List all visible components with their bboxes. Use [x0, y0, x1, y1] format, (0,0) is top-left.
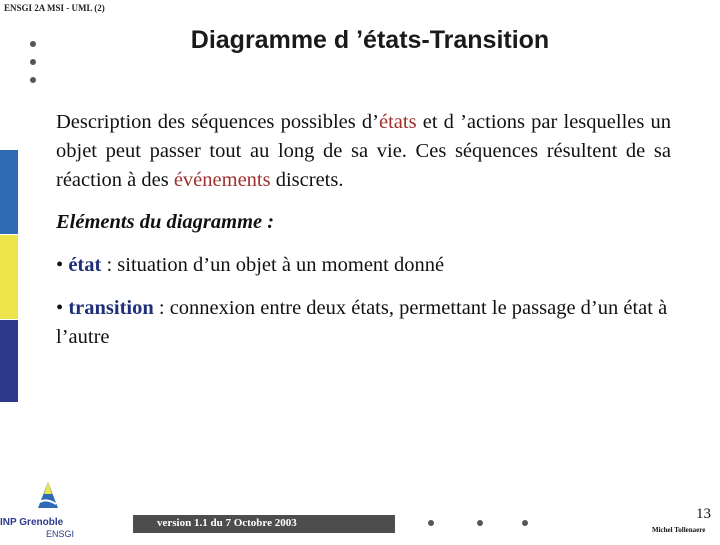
decorative-dot	[30, 77, 36, 83]
bullet-marker: •	[56, 297, 64, 319]
description-part: et d ’actions par lesquelles un objet peut passer tout au long de sa vie. Ces séquences résultent de sa réaction à des	[56, 111, 671, 191]
page-number: 13	[696, 506, 711, 522]
inp-grenoble-logo	[0, 478, 84, 540]
footer-version: version 1.1 du 7 Octobre 2003	[157, 517, 297, 529]
subheading: Eléments du diagramme :	[56, 211, 275, 233]
bullet-text: : situation d’un objet à un moment donné	[101, 254, 445, 276]
decorative-dot	[522, 520, 528, 526]
description-part: discrets.	[270, 169, 344, 191]
left-bar-navy	[0, 320, 18, 402]
bullet-term: état	[68, 254, 102, 276]
decorative-dot	[477, 520, 483, 526]
description-paragraph	[56, 108, 671, 195]
description-part: Description des séquences possibles d’	[56, 111, 379, 133]
slide-title: Diagramme d ’états-Transition	[190, 26, 550, 54]
author-name: Michel Tollenaere	[652, 526, 706, 534]
slide-content	[56, 108, 671, 352]
logo-school-text: ENSGI	[46, 529, 75, 539]
decorative-dot	[30, 59, 36, 65]
bullet-marker: •	[56, 254, 64, 276]
bullet-text: : connexion entre deux états, permettant le passage d’un état à l’autre	[56, 297, 668, 348]
left-bar-blue	[0, 150, 18, 234]
bullet-item	[56, 251, 671, 280]
highlight-term: états	[378, 111, 417, 133]
logo-brand-text: INP Grenoble	[0, 517, 64, 528]
bullet-item	[56, 294, 671, 352]
course-header: ENSGI 2A MSI - UML (2)	[4, 3, 105, 13]
logo-graphic	[0, 478, 84, 540]
bullet-term: transition	[68, 297, 154, 319]
left-bar-yellow	[0, 235, 18, 319]
decorative-dot	[428, 520, 434, 526]
highlight-term: événements	[173, 169, 271, 191]
decorative-dot	[30, 41, 36, 47]
